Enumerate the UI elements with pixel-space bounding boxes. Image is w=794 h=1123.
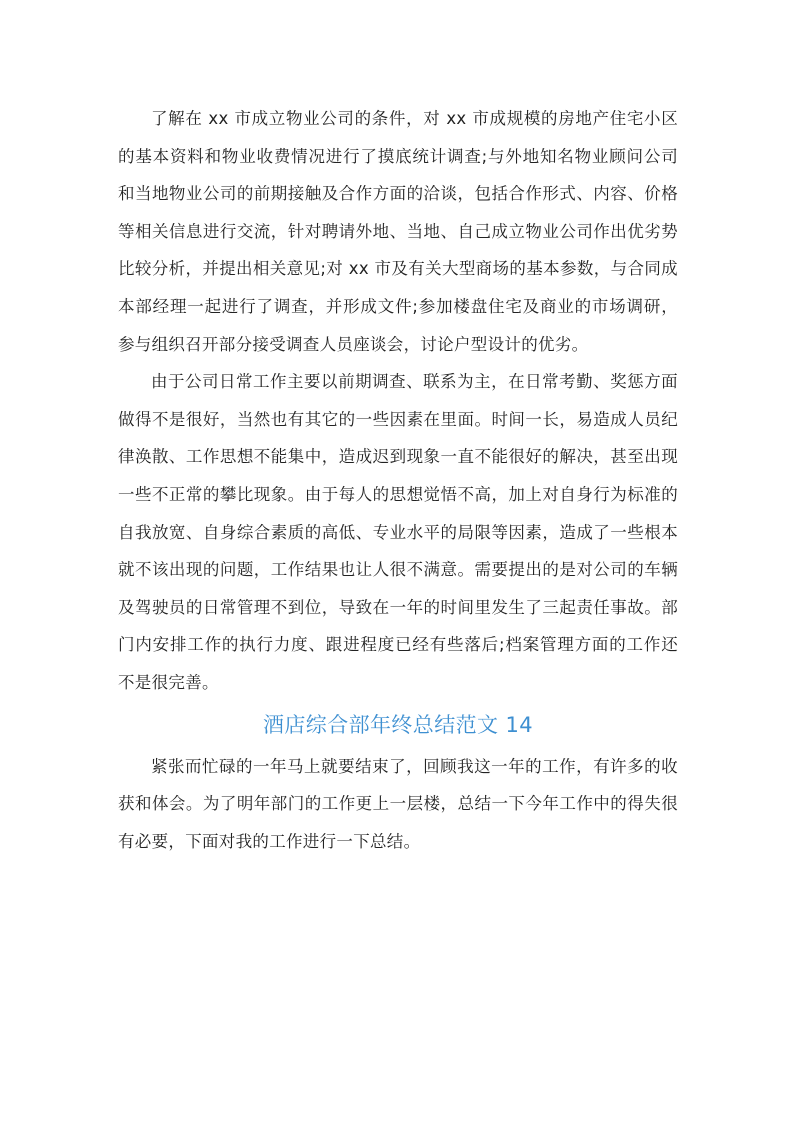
document-page [118, 100, 678, 860]
body-paragraph: 由于公司日常工作主要以前期调查、联系为主，在日常考勤、奖惩方面做得不是很好，当然也有其它的一些因素在里面。时间一长，易造成人员纪律涣散、工作思想不能集中，造成迟到现象一直不能很好的解决，甚至出现一些不正常的攀比现象。由于每人的思想觉悟不高，加上对自身行为标准的自我放宽、自身综合素质的高低、专业水平的局限等因素，造成了一些根本就不该出现的问题，工作结果也让人很不满意。需要提出的是对公司的车辆及驾驶员的日常管理不到位，导致在一年的时间里发生了三起责任事故。部门内安排工作的执行力度、跟进程度已经有些落后;档案管理方面的工作还不是很完善。 [118, 372, 678, 692]
section-heading: 酒店综合部年终总结范文 14 [263, 712, 533, 737]
body-paragraph: 紧张而忙碌的一年马上就要结束了，回顾我这一年的工作，有许多的收获和体会。为了明年部门的工作更上一层楼，总结一下今年工作中的得失很有必要，下面对我的工作进行一下总结。 [118, 756, 678, 851]
body-paragraph: 了解在 xx 市成立物业公司的条件，对 xx 市成规模的房地产住宅小区的基本资料和物业收费情况进行了摸底统计调查;与外地知名物业顾问公司和当地物业公司的前期接触及合作方面的洽谈，包括合作形式、内容、价格等相关信息进行交流，针对聘请外地、当地、自己成立物业公司作出优劣势比较分析，并提出相关意见;对 xx 市及有关大型商场的基本参数，与合同成本部经理一起进行了调查，并形成文件;参加楼盘住宅及商业的市场调研，参与组织召开部分接受调查人员座谈会，讨论户型设计的优劣。 [118, 109, 678, 354]
